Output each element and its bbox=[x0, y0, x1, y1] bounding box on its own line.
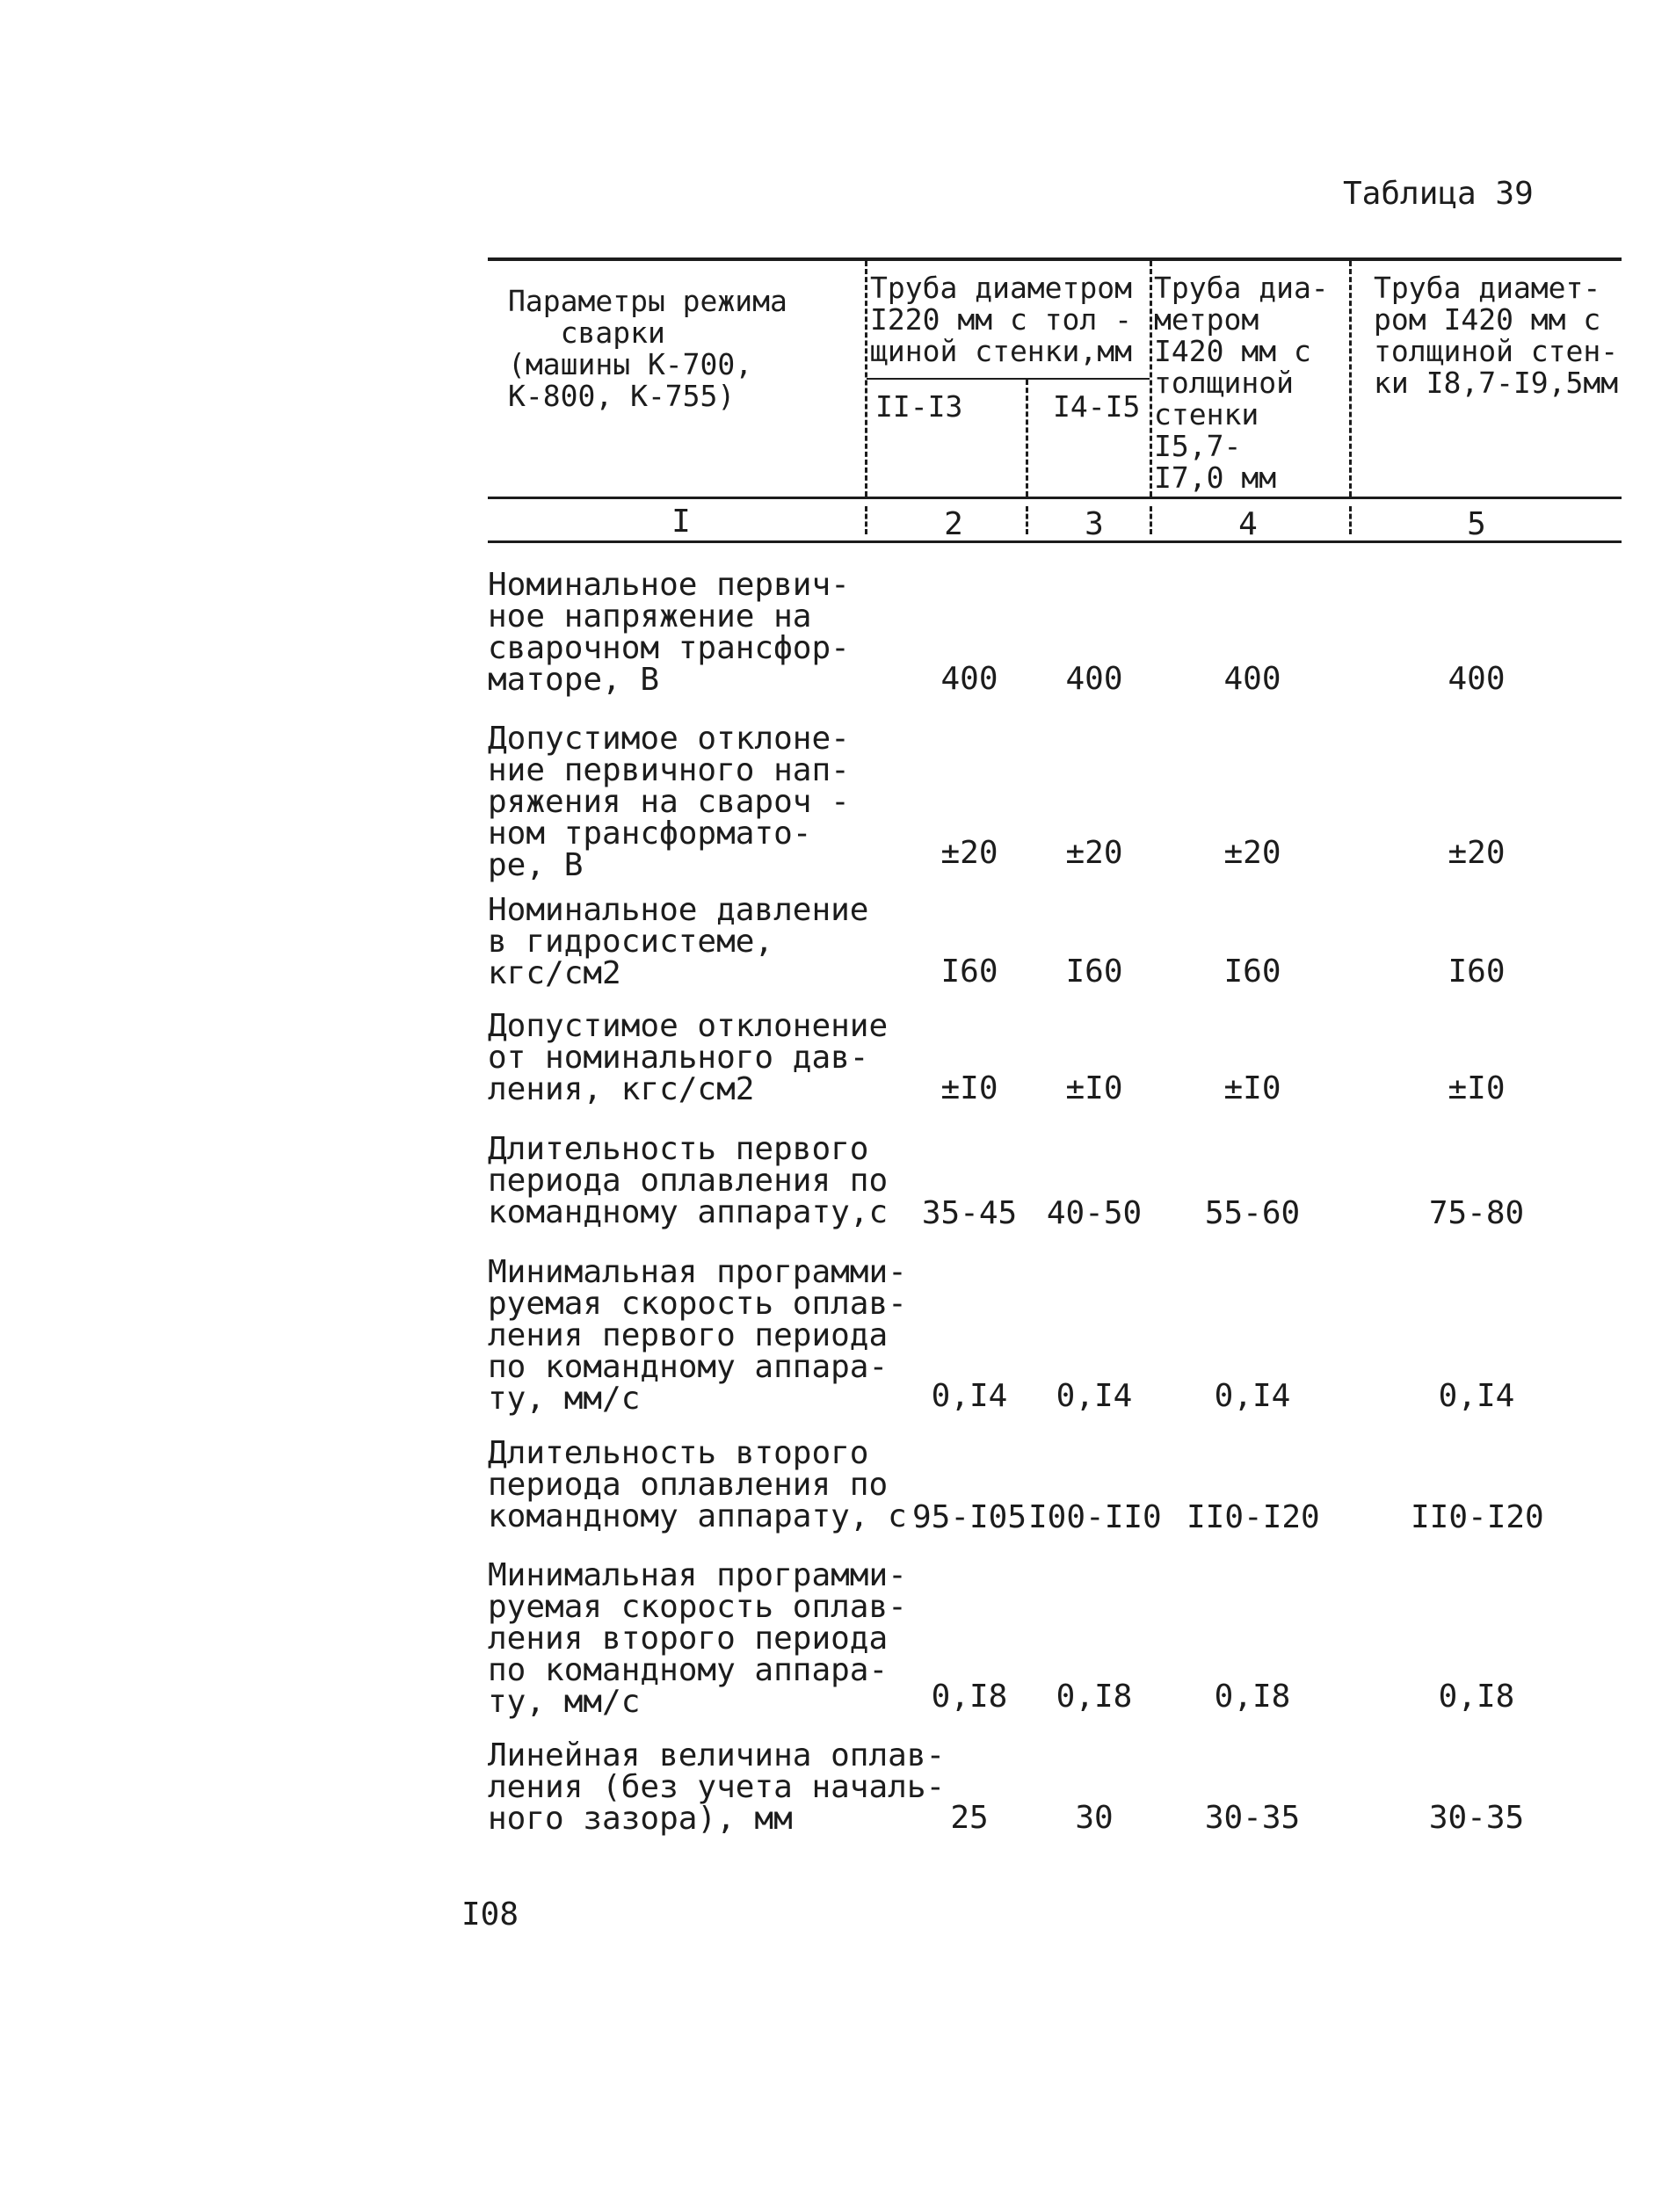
row-label: Номинальное первич- ное напряжение на сварочном трансфор- маторе, В bbox=[488, 567, 850, 698]
row-value: 55-60 bbox=[1204, 1195, 1301, 1231]
header-parameters: Параметры режима сварки (машины К-700, К-800, К-755) bbox=[508, 284, 787, 413]
row-value: ±I0 bbox=[1065, 1070, 1123, 1106]
row-value: ±20 bbox=[940, 835, 998, 871]
page-number: I08 bbox=[461, 1897, 519, 1933]
row-label: Длительность второго периода оплавления по командному аппарату, с bbox=[488, 1435, 907, 1534]
header-pipe-1420-thick: Труба диамет- ром I420 мм с толщиной стен- ки I8,7-I9,5мм bbox=[1374, 271, 1619, 400]
row-label: Линейная величина оплав- ления (без учета началь- ного зазора), мм bbox=[488, 1737, 946, 1837]
table-top-rule bbox=[488, 257, 1622, 261]
row-value: 0,I4 bbox=[1214, 1378, 1291, 1414]
row-value: 0,I4 bbox=[1056, 1378, 1133, 1414]
row-value: ±I0 bbox=[940, 1070, 998, 1106]
row-value: I60 bbox=[1223, 954, 1281, 990]
row-value: 25 bbox=[950, 1800, 989, 1836]
header-pipe-1220: Труба диаметром I220 мм с тол - щиной стенки,мм bbox=[870, 271, 1133, 368]
row-value: 30-35 bbox=[1204, 1800, 1301, 1836]
header-pipe-1420-thin: Труба диа- метром I420 мм с толщиной стенки I5,7- I7,0 мм bbox=[1154, 271, 1329, 495]
row-value: 30 bbox=[1075, 1800, 1114, 1836]
row-label: Минимальная программи- руемая скорость оплав- ления первого периода по командному аппара- ту, мм/с bbox=[488, 1254, 907, 1417]
row-value: 400 bbox=[1065, 661, 1123, 697]
row-value: 75-80 bbox=[1428, 1195, 1525, 1231]
number-separator-4 bbox=[1349, 506, 1352, 534]
number-separator-1 bbox=[865, 506, 867, 534]
column-number-4: 4 bbox=[1238, 506, 1258, 542]
row-label: Номинальное давление в гидросистеме, кгс/см2 bbox=[488, 892, 869, 991]
column-separator-1 bbox=[865, 261, 867, 497]
row-value: I60 bbox=[1065, 954, 1123, 990]
row-value: ±20 bbox=[1065, 835, 1123, 871]
row-value: 400 bbox=[1448, 661, 1506, 697]
row-value: 0,I4 bbox=[931, 1378, 1008, 1414]
row-label: Допустимое отклонение от номинального дав- ления, кгс/см2 bbox=[488, 1008, 889, 1107]
row-value: ±20 bbox=[1223, 835, 1281, 871]
row-value: II0-I20 bbox=[1186, 1499, 1320, 1535]
row-value: 40-50 bbox=[1046, 1195, 1143, 1231]
column-number-2: 2 bbox=[944, 506, 963, 542]
row-value: II0-I20 bbox=[1411, 1499, 1544, 1535]
row-value: 0,I4 bbox=[1438, 1378, 1515, 1414]
row-value: I60 bbox=[1448, 954, 1506, 990]
row-value: ±20 bbox=[1448, 835, 1506, 871]
row-value: ±I0 bbox=[1448, 1070, 1506, 1106]
row-value: 0,I8 bbox=[1214, 1679, 1291, 1715]
row-value: ±I0 bbox=[1223, 1070, 1281, 1106]
column-number-1: I bbox=[671, 504, 691, 540]
row-value: 400 bbox=[1223, 661, 1281, 697]
subheader-rule bbox=[867, 378, 1150, 380]
table-caption: Таблица 39 bbox=[1343, 176, 1534, 212]
column-separator-3 bbox=[1150, 261, 1152, 497]
column-number-3: 3 bbox=[1085, 506, 1104, 542]
row-value: 30-35 bbox=[1428, 1800, 1525, 1836]
row-value: I60 bbox=[940, 954, 998, 990]
row-label: Минимальная программи- руемая скорость оплав- ления второго периода по командному аппара- ту, мм/с bbox=[488, 1557, 907, 1720]
header-wall-11-13: II-I3 bbox=[875, 389, 963, 424]
row-value: 0,I8 bbox=[1056, 1679, 1133, 1715]
row-value: 35-45 bbox=[921, 1195, 1018, 1231]
column-separator-4 bbox=[1349, 261, 1352, 497]
header-bottom-rule bbox=[488, 497, 1622, 499]
column-number-5: 5 bbox=[1467, 506, 1486, 542]
row-value: 0,I8 bbox=[931, 1679, 1008, 1715]
row-label: Длительность первого периода оплавления по командному аппарату,с bbox=[488, 1131, 889, 1230]
row-label: Допустимое отклоне- ние первичного нап- ряжения на свароч - ном трансформато- ре, В bbox=[488, 721, 850, 883]
row-value: 0,I8 bbox=[1438, 1679, 1515, 1715]
row-value: 400 bbox=[940, 661, 998, 697]
header-wall-14-15: I4-I5 bbox=[1053, 389, 1141, 424]
row-value: 95-I05 bbox=[911, 1499, 1027, 1535]
row-value: I00-II0 bbox=[1028, 1499, 1162, 1535]
column-separator-2 bbox=[1026, 380, 1028, 497]
